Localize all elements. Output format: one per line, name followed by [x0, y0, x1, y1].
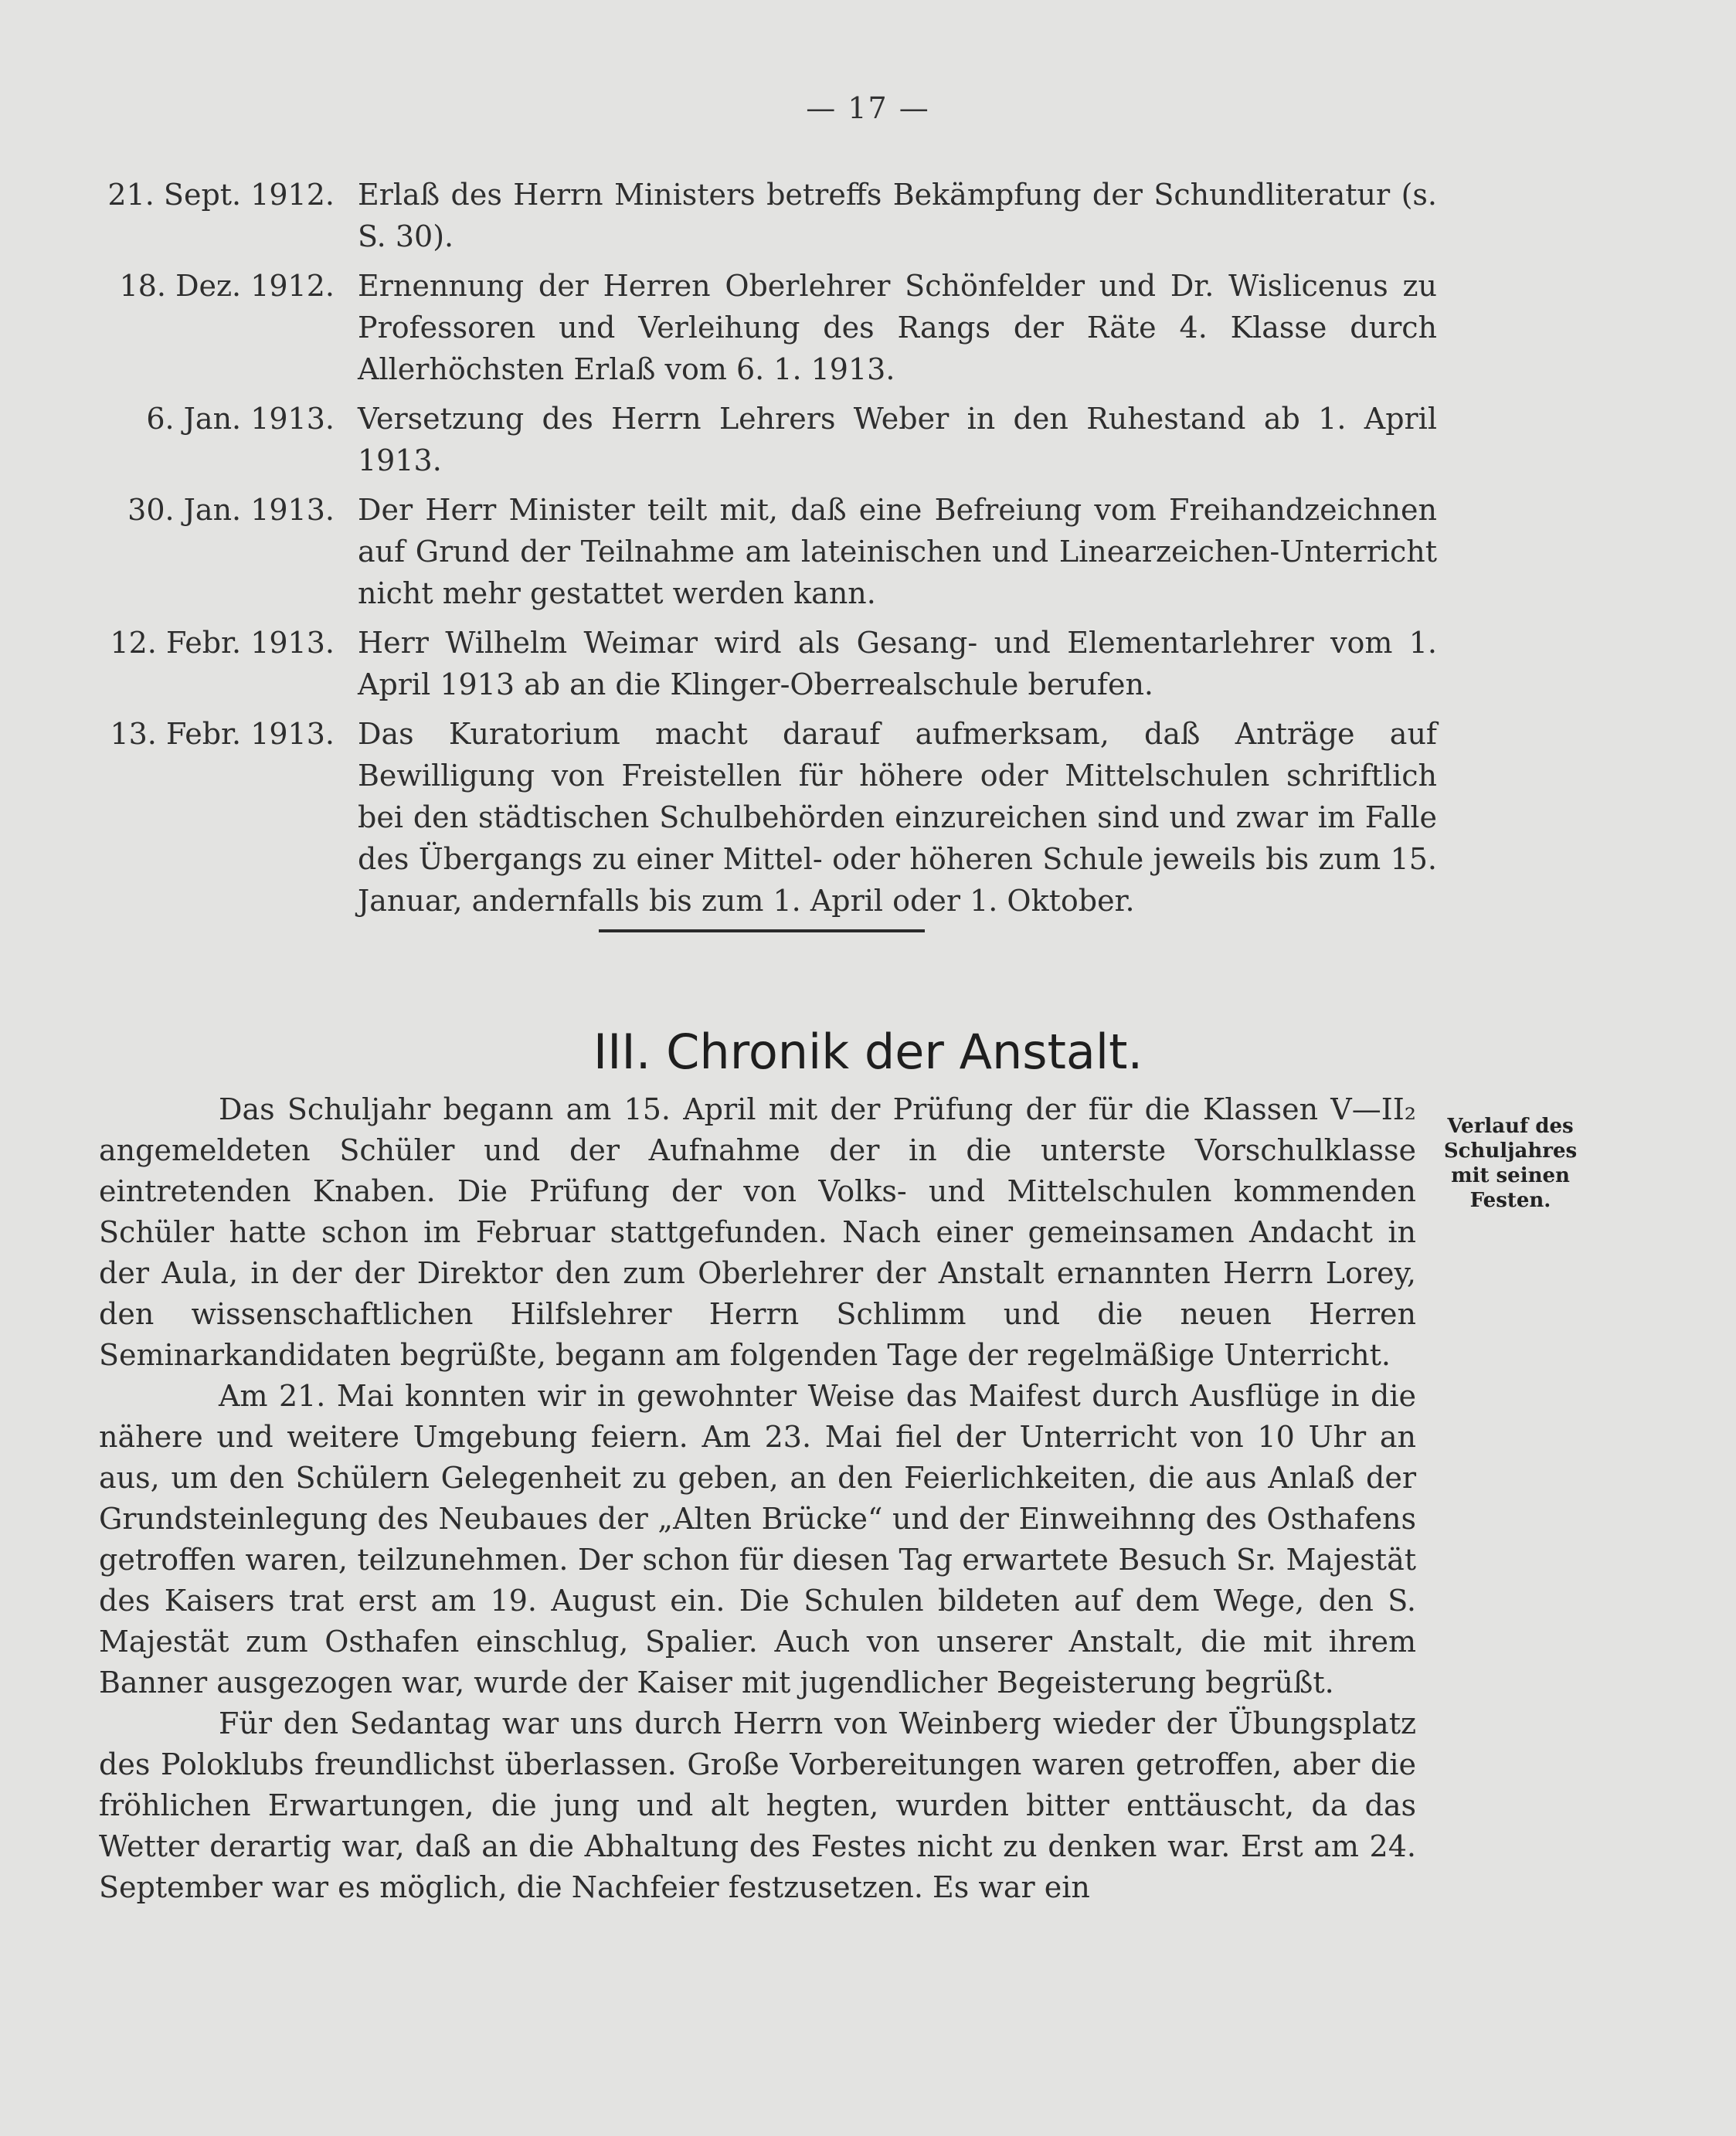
chronology-entry: [100, 622, 1437, 705]
chronology-entry: [100, 489, 1437, 614]
entry-text: Ernennung der Herren Oberlehrer Schönfelder und Dr. Wislicenus zu Professoren und Verleihung des Rangs der Räte 4. Klasse durch Allerhöchsten Erlaß vom 6. 1. 1913.: [358, 269, 1437, 386]
entry-text: Herr Wilhelm Weimar wird als Gesang- und Elementarlehrer vom 1. April 1913 ab an die Klinger-Oberrealschule berufen.: [358, 626, 1437, 701]
entry-date: 30. Jan. 1913.: [127, 493, 335, 527]
chronology-entry: [100, 398, 1437, 481]
entry-date: 21. Sept. 1912.: [107, 178, 335, 212]
chronicle-paragraph: Am 21. Mai konnten wir in gewohnter Weise das Maifest durch Ausflüge in die nähere und weitere Umgebung feiern. Am 23. Mai fiel der Unterricht von 10 Uhr an aus, um den Schülern Gelegenheit zu geben, an den Feierlichkeiten, die aus Anlaß der Grundsteinlegung des Neubaues der „Alten Brücke“ und der Einweihnng des Osthafens getroffen waren, teilzunehmen. Der schon für diesen Tag erwartete Besuch Sr. Majestät des Kaisers trat erst am 19. August ein. Die Schulen bildeten auf dem Wege, den S. Majestät zum Osthafen einschlug, Spalier. Auch von unserer Anstalt, die mit ihrem Banner ausgezogen war, wurde der Kaiser mit jugendlicher Begeisterung begrüßt.: [99, 1379, 1416, 1700]
margin-note: Verlauf des Schuljahres mit seinen Festen.: [1443, 1115, 1578, 1212]
entry-date: 6. Jan. 1913.: [146, 402, 335, 436]
entry-text: Der Herr Minister teilt mit, daß eine Befreiung vom Freihandzeichnen auf Grund der Teilnahme am lateinischen und Linearzeichen-Unterricht nicht mehr gestattet werden kann.: [358, 493, 1437, 610]
page-number: — 17 —: [806, 91, 930, 125]
chronology-entry: [100, 174, 1437, 257]
section-title: III. Chronik der Anstalt.: [593, 1023, 1143, 1080]
entry-date: 18. Dez. 1912.: [119, 269, 335, 303]
entry-text: Das Kuratorium macht darauf aufmerksam, daß Anträge auf Bewilligung von Freistellen für höhere oder Mittelschulen schriftlich bei den städtischen Schulbehörden einzureichen sind und zwar im Falle des Übergangs zu einer Mittel- oder höheren Schule jeweils bis zum 15. Januar, andernfalls bis zum 1. April oder 1. Oktober.: [358, 717, 1437, 918]
entry-text: Erlaß des Herrn Ministers betreffs Bekämpfung der Schundliteratur (s. S. 30).: [358, 178, 1437, 253]
entry-date: 13. Febr. 1913.: [110, 717, 335, 751]
entry-date: 12. Febr. 1913.: [110, 626, 335, 660]
chronicle-paragraph: Das Schuljahr begann am 15. April mit der Prüfung der für die Klassen V—II₂ angemeldeten Schüler und der Aufnahme der in die unterste Vorschulklasse eintretenden Knaben. Die Prüfung der von Volks- und Mittelschulen kommenden Schüler hatte schon im Februar stattgefunden. Nach einer gemeinsamen Andacht in der Aula, in der der Direktor den zum Oberlehrer der Anstalt ernannten Herrn Lorey, den wissenschaftlichen Hilfslehrer Herrn Schlimm und die neuen Herren Seminarkandidaten begrüßte, begann am folgenden Tage der regelmäßige Unterricht.: [99, 1092, 1416, 1372]
chronology-entry: [100, 713, 1437, 922]
entry-text: Versetzung des Herrn Lehrers Weber in den Ruhestand ab 1. April 1913.: [358, 402, 1437, 477]
chronology-entry: [100, 265, 1437, 390]
section-divider: [599, 929, 925, 932]
chronicle-paragraph: Für den Sedantag war uns durch Herrn von Weinberg wieder der Übungsplatz des Poloklubs freundlichst überlassen. Große Vorbereitungen waren getroffen, aber die fröhlichen Erwartungen, die jung und alt hegten, wurden bitter enttäuscht, da das Wetter derartig war, daß an die Abhaltung des Festes nicht zu denken war. Erst am 24. September war es möglich, die Nachfeier festzusetzen. Es war ein: [99, 1706, 1416, 1904]
chronicle-body: [99, 1089, 1416, 1908]
chronology-list: [100, 174, 1437, 929]
